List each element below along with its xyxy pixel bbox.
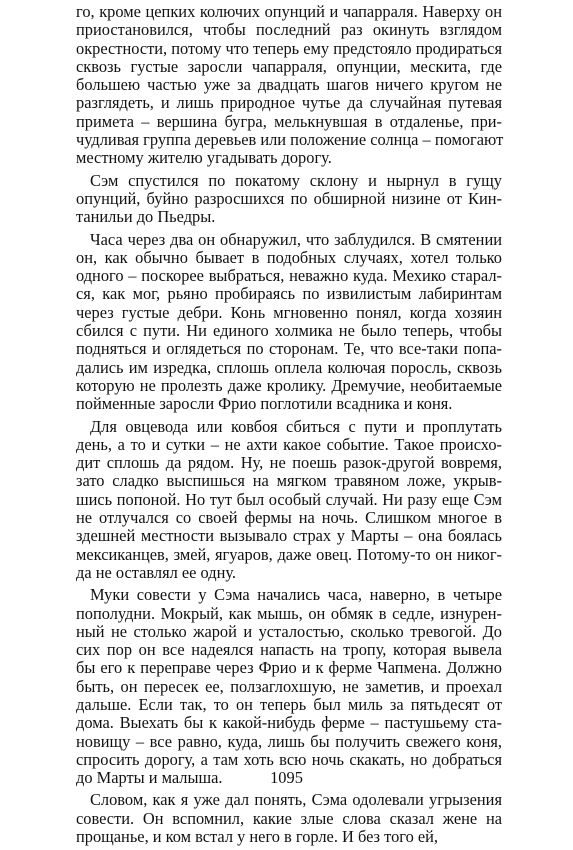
text-line: мексиканцев, змей, ягуаров, даже овец. Потому-то он никог- [76, 544, 502, 564]
text-line: новищу – все равно, куда, лишь бы получить свежего коня, [76, 731, 502, 751]
text-line: примета – вершина бугра, мелькнувшая в отдаленье, при- [76, 111, 502, 131]
text-line: бы его к переправе через Фрио и к ферме Чапмена. Должно [76, 658, 502, 678]
text-line: пополудни. Мокрый, как мышь, он обмяк в седле, изнурен- [76, 603, 502, 623]
paragraph [76, 172, 502, 227]
text-line: дальше. Если так, то он теперь был миль за пятьдесят от [76, 694, 502, 714]
paragraph [76, 586, 502, 787]
text-line: день, а то и сутки – не ахти какое событие. Такое происхо- [76, 434, 502, 454]
text-line: окрестности, потому что теперь ему предстояло продираться [76, 38, 502, 58]
text-line: он, как обычно бывает в подобных случаях, хотел только [76, 247, 502, 267]
text-line: дома. Выехать бы к какой-нибудь ферме – пастушьему ста- [76, 713, 502, 733]
text-line: разглядеть, и лишь природное чутье да случайная путевая [76, 93, 502, 113]
text-line: прощанье, и ком встал у него в горле. И без того ей, [76, 827, 439, 847]
text-line: большею частью уже за двадцать шагов ничего кругом не [76, 75, 502, 95]
paragraph [76, 418, 502, 583]
text-line: через густые дебри. Конь мгновенно понял, когда хозяин [76, 302, 502, 322]
text-line: шись попоной. Но тут был особый случай. Ни разу еще Сэм [76, 489, 502, 509]
text-line: танильи до Пьедры. [76, 207, 216, 227]
text-line: Словом, как я уже дал понять, Сэма одолевали угрызения [90, 790, 502, 810]
text-line: совести. Он вспомнил, какие злые слова сказал жене на [76, 808, 502, 828]
text-line: сих пор он все надеялся напасть на тропу, которая вывела [76, 640, 502, 660]
text-line: Часа через два он обнаружил, что заблудился. В смятении [90, 229, 502, 249]
text-line: приостановился, чтобы последний раз окинуть взглядом [76, 20, 502, 40]
text-line: дит сплошь да рядом. Ну, не поешь разок-другой вовремя, [76, 453, 502, 473]
text-line: пойменные заросли Фрио поглотили всадника и коня. [76, 394, 453, 414]
text-line: здешней местности вызывало страх у Марты – она боялась [76, 526, 502, 546]
book-page [76, 3, 502, 850]
text-line: дались им изредка, сплошь оплела колючая поросль, сквозь [76, 357, 502, 377]
text-line: которую не пролезть даже кролику. Дремучие, необитаемые [76, 375, 502, 395]
text-line: го, кроме цепких колючих опунций и чапарраля. Наверху он [76, 2, 502, 21]
text-line: Муки совести у Сэма начались часа, наверно, в четыре [90, 585, 502, 605]
text-line: Для овцевода или ковбоя сбиться с пути и проплутать [90, 416, 502, 436]
text-line: зато сладко выспишься на мягком травяном ложе, укрыв- [76, 471, 502, 491]
text-line: быть, он пересек ее, ползаглохшую, не заметив, и проехал [76, 676, 502, 696]
text-line: сквозь густые заросли чапарраля, опунции, мескита, где [76, 56, 502, 76]
text-line: ся, как мог, рьяно пробираясь по извилистым лабиринтам [76, 284, 502, 304]
text-line: не отлучался со своей фермы на ночь. Слишком многое в [76, 508, 502, 528]
text-line: спросить дорогу, а там хоть всю ночь скакать, но добраться [76, 749, 502, 769]
text-line: местному жителю угадывать дорогу. [76, 148, 332, 168]
text-line: чудливая группа деревьев или положение солнца – помогают [76, 130, 504, 150]
page-number: 1095 [270, 768, 303, 787]
text-line: до Марты и малыша. [76, 768, 223, 788]
text-line: Сэм спустился по покатому склону и нырнул в гущу [90, 170, 502, 190]
paragraph [76, 3, 502, 168]
text-line: ный не столько жарой и усталостью, сколько тревогой. До [76, 621, 502, 641]
text-line: опунций, буйно разросшихся по обширной низине от Кин- [76, 188, 502, 208]
text-line: подняться и оглядеться по сторонам. Те, что все-таки попа- [76, 339, 502, 359]
paragraph [76, 231, 502, 414]
text-line: сбился с пути. Ни единого холмика не было теперь, чтобы [76, 321, 502, 341]
text-line: одного – поскорее выбраться, неважно куда. Мехико старал- [76, 266, 502, 286]
text-line: да не оставлял ее одну. [76, 562, 237, 582]
